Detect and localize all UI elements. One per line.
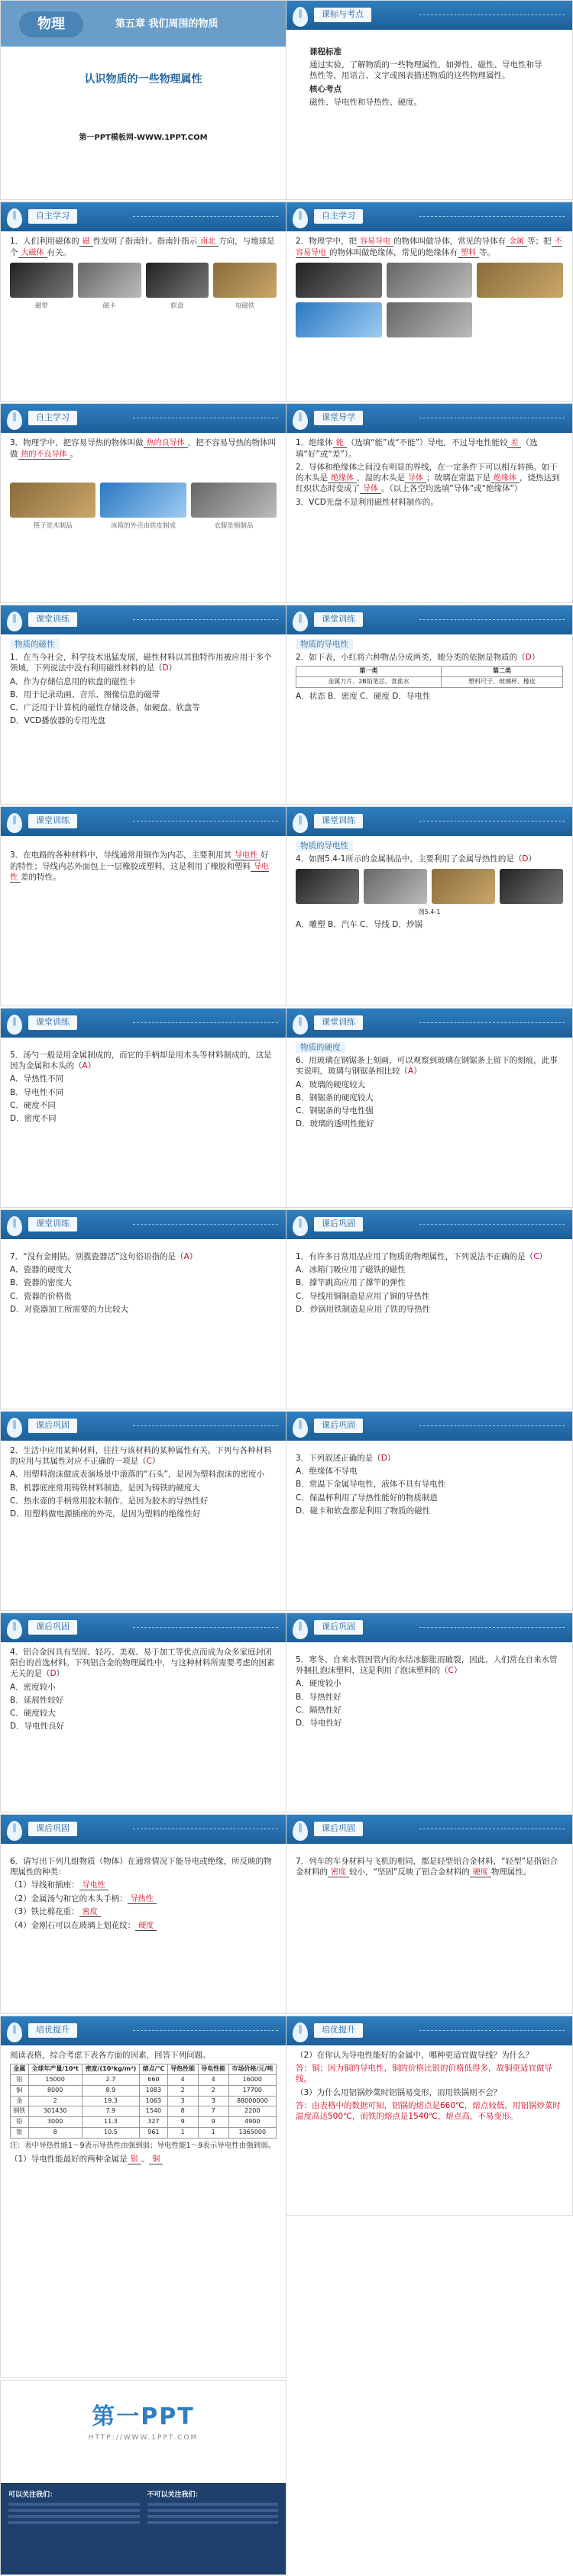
- goal-heading-1: 课程标准: [309, 47, 342, 56]
- row-7: [0, 1209, 573, 1409]
- caption: 软盘: [170, 302, 184, 310]
- after-question-3: 3．下列叙述正确的是（D）: [296, 1454, 396, 1463]
- option: B．常温下金属导电性，液体不具有导电性: [296, 1480, 446, 1490]
- option: B．导热性好: [296, 1692, 342, 1702]
- table-cell: 9: [198, 2117, 228, 2128]
- chopsticks-image: [10, 483, 96, 518]
- train-question-3: 3．在电路的各种材料中，导线通常用铜作为内芯，主要利用其 导电性 好的特性；导线内芯外面包上一层橡胶或塑料，这是利用了橡胶和塑料 导电性 差的特性。: [10, 851, 269, 882]
- option: C．瓷器的价格贵: [10, 1291, 72, 1301]
- table-cell: 银: [11, 2127, 29, 2138]
- table-cell: 8: [28, 2127, 82, 2138]
- divider: [133, 1425, 278, 1426]
- wire-image: [432, 869, 495, 904]
- slide-header: [1, 2016, 286, 2045]
- divider: [133, 2030, 278, 2031]
- slide-train-6: [286, 1008, 573, 1208]
- table-cell: 1083: [140, 2085, 167, 2096]
- after6-line-1: （1）导线和插座： 导电性: [10, 1880, 277, 1891]
- footer-slide: [0, 2380, 286, 2575]
- table-cell: 2: [198, 2085, 228, 2096]
- train-question-7: 7．“没有金刚钻，别揽瓷器活”这句俗语指的是（A）: [10, 1252, 198, 1261]
- bucket-image: [296, 302, 382, 337]
- slide-header: [286, 605, 572, 634]
- table-cell: 16000: [228, 2074, 276, 2085]
- divider: [133, 1627, 278, 1628]
- slide-after-4: [0, 1612, 286, 1813]
- table-cell: 8: [167, 2106, 198, 2117]
- scientist-image: [387, 263, 473, 298]
- slide-self-2: [286, 202, 573, 402]
- table-cell: 327: [140, 2117, 167, 2128]
- divider: [419, 1425, 565, 1426]
- slide-header: [1, 202, 286, 231]
- electromagnet-image: [213, 263, 277, 298]
- table-row: [11, 2127, 277, 2138]
- slide-tag: 课后巩固: [314, 1620, 363, 1635]
- option: D．对瓷器加工所需要的力比较大: [10, 1304, 129, 1314]
- option: D．密度不同: [10, 1113, 57, 1123]
- slide-header: [286, 1412, 572, 1441]
- slide-train-7: [0, 1209, 286, 1409]
- option: B．导电性不同: [10, 1087, 64, 1097]
- row-6: [0, 1008, 573, 1208]
- slide-tag: 自主学习: [28, 411, 77, 425]
- row-4: [0, 605, 573, 805]
- slide-improve-1: [0, 2016, 286, 2378]
- table-cell: 8000: [28, 2085, 82, 2096]
- slide-tag: 课后巩固: [28, 1822, 77, 1836]
- water-drop-icon: [293, 1821, 308, 1841]
- slide-after-3: [286, 1411, 573, 1611]
- water-drop-icon: [293, 7, 308, 27]
- option: D．玻璃的透明性能好: [296, 1119, 374, 1129]
- water-drop-icon: [293, 1216, 308, 1236]
- caption: 磁卡: [102, 302, 116, 310]
- slide-after-7: [286, 1814, 573, 2014]
- water-drop-icon: [7, 1015, 22, 1035]
- option: A．硬度较小: [296, 1679, 342, 1689]
- goal-text-2: 磁性、导电性和导热性、硬度。: [309, 97, 422, 107]
- divider: [419, 619, 565, 620]
- slide-tag: 课堂训练: [28, 612, 77, 627]
- goal-heading-2: 核心考点: [309, 84, 342, 94]
- slide-header: [286, 404, 572, 433]
- option: C．保温杯利用了导热性能好的物质制造: [296, 1493, 438, 1503]
- guide-3: 3．VCD光盘不是利用磁性材料制作的。: [296, 497, 439, 507]
- table-row: [11, 2096, 277, 2106]
- slide-header: [1, 1815, 286, 1844]
- option: C．硬度较大: [10, 1708, 56, 1718]
- question-2: 2．物理学中，把 容易导电 的物体叫做导体，常见的导体有 金属 等；把 不容易导电 的物体叫做绝缘体，常见的绝缘体有 塑料 等。: [296, 237, 562, 257]
- water-drop-icon: [7, 1418, 22, 1438]
- table-cell: 4: [167, 2074, 198, 2085]
- improve-question-3: （3）为什么用铝锅炒菜时铝锅易变形，而用铁锅则不会？: [296, 2087, 502, 2097]
- option: B．用于记录动画、音乐、图像信息的磁带: [10, 689, 160, 699]
- after-question-4: 4．铝合金因具有坚固、轻巧、美观、易于加工等优点而成为众多家庭封闭阳台的首选材料。下列铝合金的物理属性中，与这种材料所需要考虑的因素无关的是（D）: [10, 1648, 275, 1679]
- subject-badge: 物理: [19, 11, 83, 37]
- logo: 第一PPT: [92, 2403, 195, 2430]
- title-header: [1, 1, 286, 47]
- row-5: [0, 806, 573, 1006]
- divider: [133, 1022, 278, 1023]
- row-11: [0, 2016, 573, 2378]
- table-header-cell: 密度/(10³kg/m³): [82, 2064, 140, 2075]
- slide-tag: 课后巩固: [314, 1822, 363, 1836]
- after6-line-4: （4）金刚石可以在玻璃上划花纹： 硬度: [10, 1920, 277, 1932]
- after-question-1: 1．有许多日常用品应用了物质的物理属性，下列说法不正确的是（C）: [296, 1252, 548, 1261]
- option: B．撑竿跳高应用了撑竿的弹性: [296, 1278, 406, 1288]
- water-drop-icon: [7, 813, 22, 833]
- slide-tag: 课堂训练: [314, 1015, 363, 1030]
- card-image: [78, 263, 141, 298]
- divider: [133, 1224, 278, 1225]
- tape-image: [10, 263, 73, 298]
- table-row: [11, 2106, 277, 2117]
- option: C．隔热性好: [296, 1705, 342, 1715]
- footer-bar: [1, 2483, 286, 2574]
- table-cell: 2: [28, 2096, 82, 2106]
- table-header-cell: 全球年产量/10⁴t: [28, 2064, 82, 2075]
- table-cell: 11.3: [82, 2117, 140, 2128]
- slide-after-6: [0, 1814, 286, 2014]
- table-cell: 铅: [11, 2117, 29, 2128]
- divider: [419, 2030, 565, 2031]
- option: D．导电性良好: [10, 1722, 65, 1732]
- divider: [419, 216, 565, 217]
- table-cell: 9: [167, 2117, 198, 2128]
- car-image: [364, 869, 427, 904]
- option: C．热水壶的手柄常用胶木制作，是因为胶木的导热性好: [10, 1496, 209, 1506]
- option: D．VCD播放器的专用光盘: [10, 716, 106, 726]
- slide-tag: 课标与考点: [314, 8, 371, 22]
- table-header-cell: 熔点/℃: [140, 2064, 167, 2075]
- caption: 衣服是棉制品: [214, 522, 254, 530]
- water-drop-icon: [293, 410, 308, 430]
- row-1: [0, 0, 573, 200]
- table-cell: 3: [198, 2096, 228, 2106]
- option: D．用塑料做电源插座的外壳，是因为塑料的绝缘性好: [10, 1509, 201, 1519]
- slide-header: [286, 1009, 572, 1038]
- improve-intro: 阅读表格，综合考虑下表各方面的因素，回答下列问题。: [10, 2051, 211, 2060]
- option: A．密度较小: [10, 1682, 56, 1692]
- water-drop-icon: [7, 208, 22, 228]
- clothes-image: [191, 483, 277, 518]
- wire-image: [387, 302, 473, 337]
- option: A．绝缘体不导电: [296, 1467, 358, 1477]
- sculpture-image: [296, 869, 359, 904]
- slide-header: [1, 404, 286, 433]
- roll-image: [477, 263, 563, 298]
- table-row: [11, 2085, 277, 2096]
- train-question-2: 2．如下表，小红将六种物品分成两类，她分类的依据是物质的（D）: [296, 653, 540, 663]
- table-row: [11, 2074, 277, 2085]
- table-cell: 88000000: [228, 2096, 276, 2106]
- after6-line-2: （2）金属汤勺和它的木头手柄： 导热性: [10, 1893, 277, 1905]
- guide-2: 2．导体和绝缘体之间没有明显的界线，在一定条件下可以相互转换。如干的木头是 绝缘体 ，湿的木头是 导体 ；玻璃在常温下是 绝缘体 ，烧热达到红炽状态时变成了 导体 。（以上各空均选填“导体”或“绝缘体”）: [296, 462, 560, 494]
- slide-train-3: [0, 806, 286, 1006]
- slide-after-5: [286, 1612, 573, 1813]
- question-3: 3．物理学中，把容易导热的物体叫做 热的良导体 ，把不容易导热的物体叫做 热的不良导体 。: [10, 438, 277, 459]
- water-drop-icon: [7, 1619, 22, 1639]
- after-question-7: 7．列车的车身材料与飞机的相同，都是轻型铝合金材料，“轻型”是指铝合金材料的 密度 较小，“坚固”反映了铝合金材料的 硬度 物理属性。: [296, 1857, 558, 1877]
- slide-tag: 课堂训练: [28, 814, 77, 828]
- table-cell: 2.7: [82, 2074, 140, 2085]
- table-cell: 金: [11, 2096, 29, 2106]
- slide-after-2: [0, 1411, 286, 1611]
- train-question-1: 1．在当今社会，科学技术迅猛发展，磁性材料以其独特作用被应用于多个领域，下列说法中没有利用磁性材料的是（D）: [10, 653, 272, 673]
- conductor-images: [296, 263, 563, 298]
- slide-train-2: [286, 605, 573, 805]
- water-drop-icon: [293, 1619, 308, 1639]
- slide-train-1: [0, 605, 286, 805]
- table-cell: 铝: [11, 2074, 29, 2085]
- caption: 筷子是木制品: [33, 522, 73, 530]
- option: A．玻璃的硬度较大: [296, 1080, 366, 1089]
- caption: 冰箱的外壳由铁皮制成: [110, 522, 176, 530]
- slide-guide: [286, 403, 573, 603]
- water-drop-icon: [293, 1015, 308, 1035]
- slide-tag: 课堂导学: [314, 411, 363, 425]
- water-drop-icon: [7, 1821, 22, 1841]
- tire-image: [296, 263, 382, 298]
- slide-header: [1, 1412, 286, 1441]
- option: B．机器底座常用铸铁材料制造，是因为铸铁的硬度大: [10, 1483, 200, 1493]
- slide-self-1: [0, 202, 286, 402]
- after-question-2: 2．生活中应用某种材料，往往与该材料的某种属性有关。下列与各种材料的应用与其属性对应不正确的一项是（C）: [10, 1446, 272, 1467]
- metal-table: [10, 2064, 277, 2139]
- question-1: 1．人们利用磁体的 磁 性发明了指南针。指南针指示 南北 方向，与地球是个 大磁体 有关。: [10, 237, 275, 257]
- slide-tag: 课堂训练: [314, 814, 363, 828]
- slide-header: [286, 1815, 572, 1844]
- after-question-5: 5．寒冬，自来水管因管内的水结冰膨胀而破裂，因此，人们常在自来水管外捆扎泡沫塑料，这是利用了泡沫塑料的（C）: [296, 1655, 558, 1676]
- table-cell: 2: [167, 2085, 198, 2096]
- topic-tag: 物质的导电性: [296, 841, 353, 851]
- slide-train-5: [0, 1008, 286, 1208]
- option: C．硬度不同: [10, 1100, 56, 1110]
- train-question-5: 5．汤勺一般是用金属制成的，而它的手柄却是用木头等材料制成的，这是因为金属和木头的（A）: [10, 1051, 272, 1071]
- slide-tag: 课堂训练: [28, 1015, 77, 1030]
- slide-header: [286, 2016, 572, 2045]
- option: B．钢锯条的硬度较大: [296, 1093, 374, 1102]
- table-cell: 660: [140, 2074, 167, 2085]
- improve-answer-3: 答：由表格中的数据可知，铝锅的熔点是660℃，熔点较低，用铝锅炒菜时温度高达500℃，而铁的熔点是1540℃，熔点高，不易变形。: [296, 2100, 561, 2121]
- table-header-cell: 导热性能: [167, 2064, 198, 2075]
- train-question-6: 6．用玻璃在钢锯条上刻画，可以观察到玻璃在钢锯条上留下的刻痕，此事实说明，玻璃与钢锯条相比较（A）: [296, 1056, 558, 1077]
- row-9: [0, 1612, 573, 1813]
- caption: 电磁铁: [235, 302, 255, 310]
- improve-question-2: （2）在你认为导电性能好的金属中，哪种更适宜做导线？为什么？: [296, 2051, 534, 2060]
- slide-header: [286, 1613, 572, 1642]
- logo-url: HTTP://WWW.1PPT.COM: [88, 2433, 199, 2442]
- divider: [419, 821, 565, 822]
- row-8: [0, 1411, 573, 1611]
- slide-header: [1, 1613, 286, 1642]
- slide-tag: 课后巩固: [314, 1217, 363, 1232]
- follow-label: 可以关注我们：: [8, 2491, 57, 2499]
- fridge-image: [100, 483, 186, 518]
- improve-question-1: （1）导电性能最好的两种金属是 银 、 铜: [10, 2154, 277, 2165]
- slide-header: [1, 807, 286, 836]
- figure-caption: 图5.4-1: [418, 909, 441, 916]
- table-cell: 3000: [28, 2117, 82, 2128]
- water-drop-icon: [293, 813, 308, 833]
- table-row: [11, 2117, 277, 2128]
- option: C．钢锯条的导电性强: [296, 1106, 374, 1115]
- slide-tag: 培优提升: [314, 2023, 363, 2038]
- table-cell: 3: [167, 2096, 198, 2106]
- option: A．用塑料泡沫做成表演场景中滚落的“石头”，是因为塑料泡沫的密度小: [10, 1470, 265, 1480]
- water-drop-icon: [293, 208, 308, 228]
- option: A．导热性不同: [10, 1074, 64, 1084]
- slide-header: [1, 1210, 286, 1239]
- divider: [133, 216, 278, 217]
- option: D．炒锅用铁制造是应用了铁的导热性: [296, 1304, 431, 1314]
- disk-image: [146, 263, 209, 298]
- table-cell: 4900: [228, 2117, 276, 2128]
- table-note: 注：表中导热性能1～9表示导热性由强到弱；导电性能1～9表示导电性由强到弱。: [10, 2141, 276, 2150]
- table-cell: 铜: [11, 2085, 29, 2096]
- slide-header: [286, 1, 572, 30]
- wok-image: [500, 869, 563, 904]
- water-drop-icon: [293, 612, 308, 631]
- chapter-title: 第五章 我们周围的物质: [115, 18, 219, 30]
- slide-header: [286, 1210, 572, 1239]
- table-cell: 19.3: [82, 2096, 140, 2106]
- table-cell: 8.9: [82, 2085, 140, 2096]
- water-drop-icon: [7, 2022, 22, 2042]
- slide-tag: 课后巩固: [28, 1419, 77, 1433]
- site-credit: 第一PPT模板网-WWW.1PPT.COM: [79, 133, 208, 142]
- row-10: [0, 1814, 573, 2014]
- magnet-images: [10, 263, 277, 298]
- after6-line-3: （3）铁比棉花重： 密度: [10, 1906, 277, 1918]
- table-cell: 1540: [140, 2106, 167, 2117]
- table-cell: 7.9: [82, 2106, 140, 2117]
- slide-tag: 自主学习: [28, 209, 77, 224]
- title-slide: [0, 0, 286, 200]
- topic-tag: 物质的磁性: [10, 639, 60, 650]
- topic-tag: 物质的导电性: [296, 639, 353, 650]
- table-cell: 1: [167, 2127, 198, 2138]
- slide-tag: 课堂训练: [314, 612, 363, 627]
- table-cell: 961: [140, 2127, 167, 2138]
- table-cell: 301430: [28, 2106, 82, 2117]
- table-cell: 10.5: [82, 2127, 140, 2138]
- slide-header: [1, 605, 286, 634]
- slide-header: [1, 1009, 286, 1038]
- water-drop-icon: [293, 1418, 308, 1438]
- table-cell: 2200: [228, 2106, 276, 2117]
- table-cell: 1365000: [228, 2127, 276, 2138]
- slide-tag: 课后巩固: [28, 1620, 77, 1635]
- divider: [419, 1627, 565, 1628]
- slide-tag: 课后巩固: [314, 1419, 363, 1433]
- divider: [133, 619, 278, 620]
- slide-improve-2: [286, 2016, 573, 2216]
- options: A．状态 B．密度 C．硬度 D．导电性: [296, 691, 431, 701]
- table-cell: 7: [198, 2106, 228, 2117]
- divider: [419, 1022, 565, 1023]
- table-header-cell: 市场价格/元/吨: [228, 2064, 276, 2075]
- slide-self-3: [0, 403, 286, 603]
- table-header-cell: 导电性能: [198, 2064, 228, 2075]
- option: D．导电性好: [296, 1718, 342, 1728]
- option: C．导线用铜制造是应用了铜的导热性: [296, 1291, 430, 1301]
- slide-tag: 课堂训练: [28, 1217, 77, 1232]
- slide-after-1: [286, 1209, 573, 1409]
- table-cell: 钢铁: [11, 2106, 29, 2117]
- option: B．瓷器的密度大: [10, 1278, 72, 1288]
- caption: 磁带: [34, 302, 48, 310]
- divider: [419, 1224, 565, 1225]
- table-header-cell: 金属: [11, 2064, 29, 2075]
- slide-header: [286, 202, 572, 231]
- option: B．延展性较好: [10, 1695, 64, 1705]
- option: C．广泛用于计算机的磁性存储设备，如硬盘、软盘等: [10, 702, 200, 712]
- slide-goals: [286, 0, 573, 200]
- slide-tag: 自主学习: [314, 209, 363, 224]
- option: A．作为存储信息用的软盘的磁性卡: [10, 676, 136, 686]
- water-drop-icon: [7, 410, 22, 430]
- not-follow-label: 不可以关注我们：: [147, 2491, 202, 2499]
- train-question-4: 4．如图5.4-1所示的金属制品中，主要利用了金属导热性的是（D）: [296, 854, 536, 864]
- row-2: [0, 202, 573, 402]
- table-cell: 1063: [140, 2096, 167, 2106]
- row-3: [0, 403, 573, 603]
- table-cell: 4: [198, 2074, 228, 2085]
- classify-table: 第一类 第二类 金属刀片、2B铅笔芯、食盐水 塑料尺子、玻璃杯、橡皮: [296, 666, 563, 688]
- option: A．冰箱门吸应用了磁铁的磁性: [296, 1265, 406, 1275]
- improve-answer-2: 答：铜；因为铜的导电性，铜的价格比银的价格低得多，故铜更适宜做导线。: [296, 2064, 552, 2084]
- option: A．瓷器的硬度大: [10, 1265, 72, 1275]
- option: D．磁卡和软盘都是利用了物质的磁性: [296, 1506, 431, 1516]
- water-drop-icon: [293, 2022, 308, 2042]
- table-cell: 15000: [28, 2074, 82, 2085]
- lesson-title: 认识物质的一些物理属性: [84, 73, 202, 86]
- slide-header: [286, 807, 572, 836]
- divider: [133, 821, 278, 822]
- water-drop-icon: [7, 1216, 22, 1236]
- guide-1: 1．绝缘体 能 （选填“能”或“不能”）导电，不过导电性能较 差 （选填“好”或“差”）。: [296, 438, 538, 459]
- goal-text-1: 通过实验，了解物质的一些物理属性，如弹性、磁性、导电性和导热性等，用语言、文字或图表描述物质的这些物理属性。: [309, 60, 542, 81]
- table-cell: 1: [198, 2127, 228, 2138]
- slide-tag: 培优提升: [28, 2023, 77, 2038]
- topic-tag: 物质的硬度: [296, 1042, 345, 1053]
- water-drop-icon: [7, 612, 22, 631]
- slide-train-4: [286, 806, 573, 1006]
- options: A．雕塑 B．汽车 C．导线 D．炒锅: [296, 920, 422, 930]
- after-question-6: 6．请写出下列几组物质（物体）在通常情况下能导电或绝缘，所反映的物理属性的种类：: [10, 1857, 272, 1877]
- table-cell: 17700: [228, 2085, 276, 2096]
